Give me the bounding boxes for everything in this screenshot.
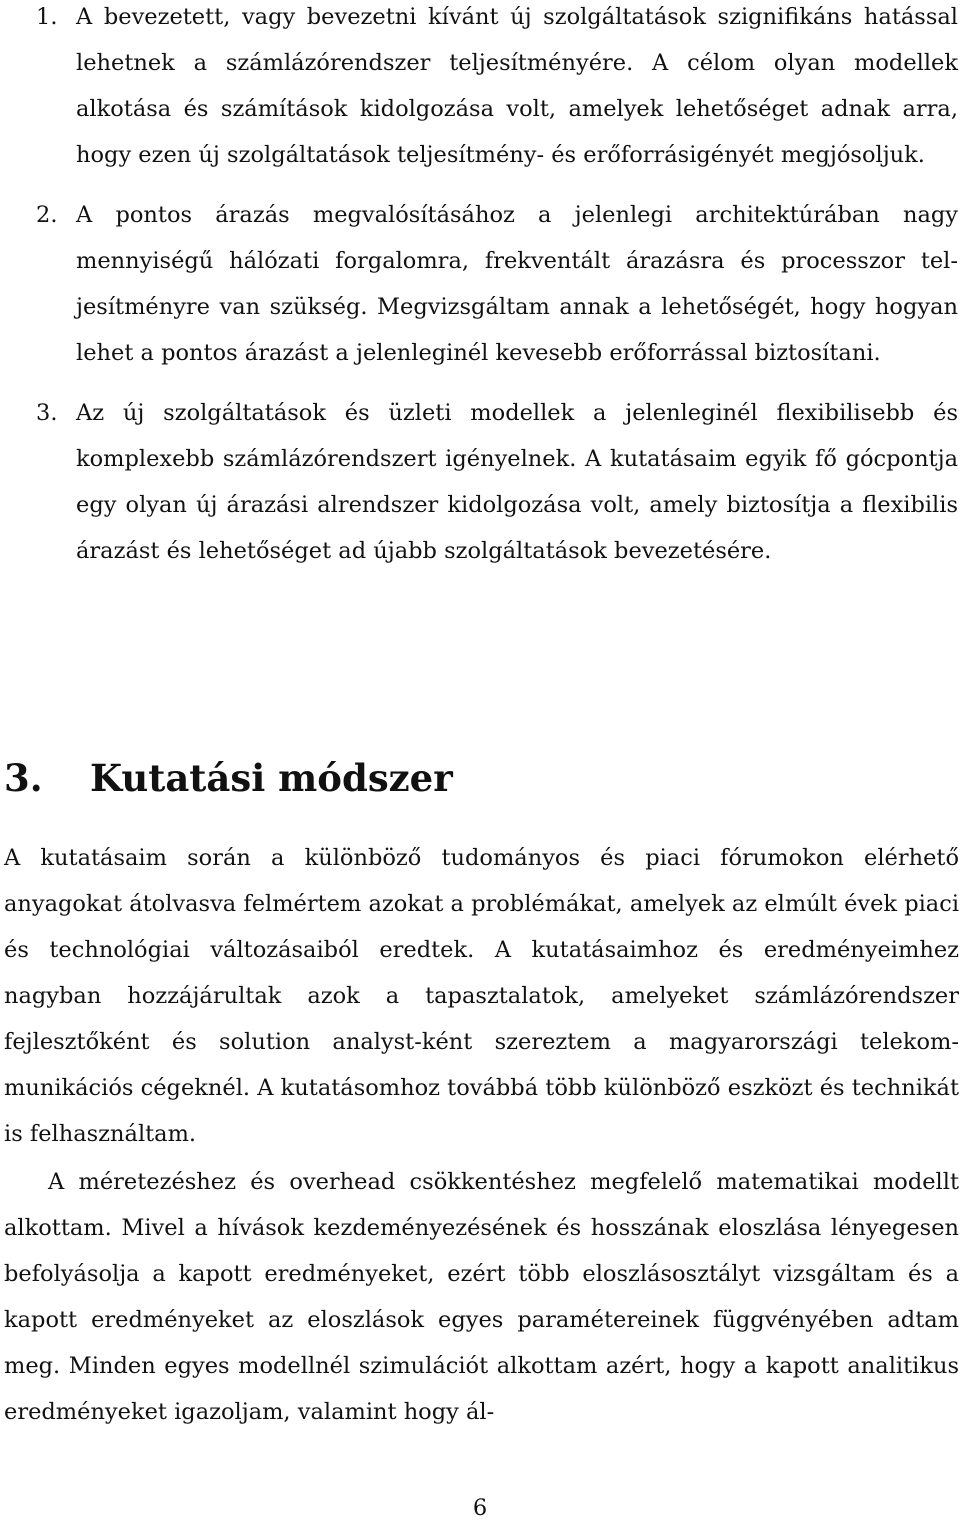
- section-title: Kutatási módszer: [90, 756, 453, 800]
- list-item-number: 3.: [36, 400, 58, 426]
- list-item: [0, 0, 960, 178]
- section-heading: [4, 752, 453, 804]
- list-item-number: 1.: [36, 4, 58, 30]
- list-item-text: A pontos árazás megvalósításához a jelenlegi architektúrában nagy mennyiségű hálózati forgalomra, frekventált árazásra és processzor teljesítményre van szükség. Megvizsgáltam annak a lehetőségét, hogy hogyan lehet a pontos árazást a jelenleginél kevesebb erőforrással biztosítani.: [76, 202, 958, 366]
- list-item-text: A bevezetett, vagy bevezetni kívánt új szolgáltatások szignifikáns hatással lehetnek a számlázórendszer teljesítményére. A célom olyan modellek alkotása és számítások kidolgozása volt, amelyek lehetőséget adnak arra, hogy ezen új szolgáltatások teljesítmény- és erőforrásigényét megjósoljuk.: [76, 4, 958, 168]
- findings-list: [0, 0, 960, 574]
- section-body: [4, 835, 959, 1435]
- page-number: 6: [472, 1495, 488, 1521]
- list-item: [0, 390, 960, 574]
- paragraph: A kutatásaim során a különböző tudományos és piaci fórumokon elérhető anyagokat átolvasva felmértem azokat a problémákat, amelyek az elmúlt évek piaci és technológiai változásaiból eredtek. A kutatásaimhoz és eredményeimhez nagyban hozzájárultak azok a tapasztalatok, amelyeket számlázórendszer fejlesztőként és solution analyst-ként szereztem a magyarországi telekommunikációs cégeknél. A kutatásomhoz továbbá több különböző eszközt és technikát is felhasználtam.: [4, 845, 960, 1147]
- list-item-number: 2.: [36, 202, 58, 228]
- paragraph: A méretezéshez és overhead csökkentéshez megfelelő matematikai modellt alkottam. Mivel a hívások kezdeményezésének és hosszának eloszlása lényegesen befolyásolja a kapott eredményeket, ezért több eloszlásosztályt vizsgáltam és a kapott eredményeket az eloszlások egyes paramétereinek függvényében adtam meg. Minden egyes modellnél szimulációt alkottam azért, hogy a kapott analitikus eredményeket igazoljam, valamint hogy ál-: [4, 1169, 959, 1425]
- list-item: [0, 192, 960, 376]
- list-item-text: Az új szolgáltatások és üzleti modellek a jelenleginél flexibilisebb és komplexebb számlázórendszert igényelnek. A kutatásaim egyik fő gócpontja egy olyan új árazási alrendszer kidolgozása volt, amely biztosítja a flexibilis árazást és lehetőséget ad újabb szolgáltatások bevezetésére.: [76, 400, 958, 564]
- section-number: 3.: [4, 756, 43, 800]
